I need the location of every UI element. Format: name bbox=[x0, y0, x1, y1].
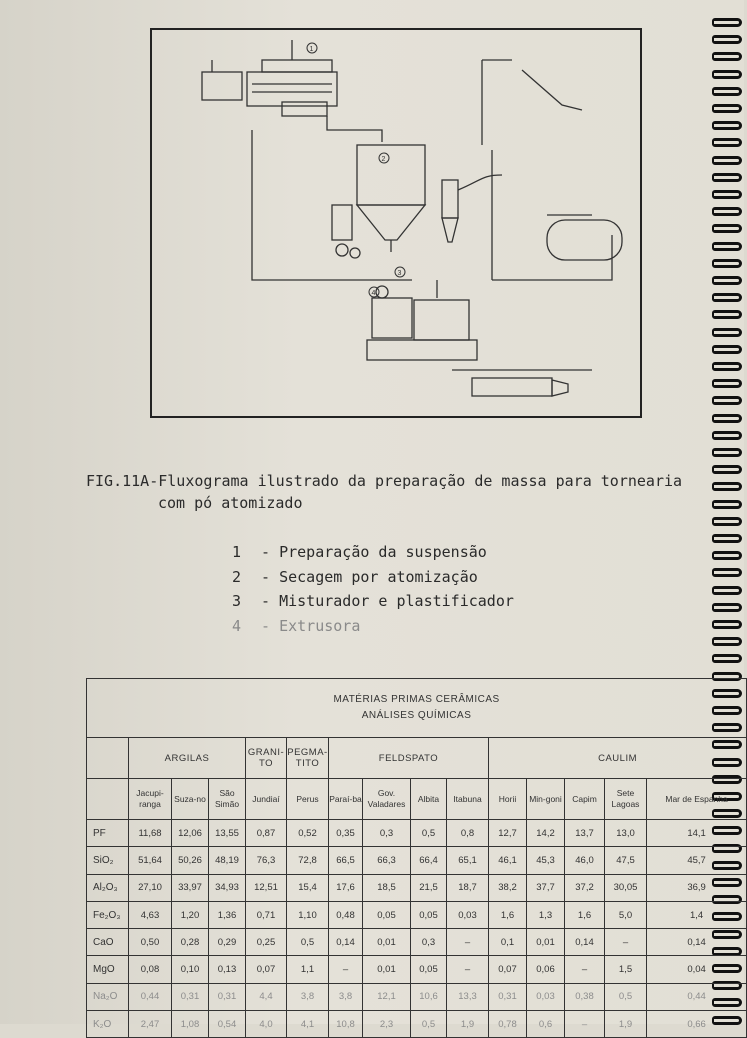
mixer-housing bbox=[262, 60, 332, 72]
binding-coil bbox=[712, 551, 742, 560]
table-group-header: CAULIM bbox=[489, 738, 747, 779]
table-cell: 0,44 bbox=[647, 983, 747, 1010]
table-cell: 0,31 bbox=[489, 983, 527, 1010]
table-cell: 0,04 bbox=[647, 956, 747, 983]
table-title: MATÉRIAS PRIMAS CERÂMICAS ANÁLISES QUÍMICAS bbox=[87, 679, 747, 738]
table-cell: 0,07 bbox=[489, 956, 527, 983]
table-row bbox=[87, 847, 747, 874]
table-cell: 0,10 bbox=[172, 956, 209, 983]
table-cell: 0,31 bbox=[172, 983, 209, 1010]
table-row bbox=[87, 929, 747, 956]
table-cell: 2,47 bbox=[129, 1011, 172, 1038]
table-cell: 0,25 bbox=[246, 929, 287, 956]
binding-coil bbox=[712, 207, 742, 216]
binding-coil bbox=[712, 242, 742, 251]
table-cell: – bbox=[447, 929, 489, 956]
binding-coil bbox=[712, 482, 742, 491]
table-cell: – bbox=[605, 929, 647, 956]
table-cell: 4,0 bbox=[246, 1011, 287, 1038]
legend-item: 2 - Secagem por atomização bbox=[232, 567, 478, 586]
table-cell: – bbox=[329, 956, 363, 983]
table-cell: 51,64 bbox=[129, 847, 172, 874]
binding-coil bbox=[712, 654, 742, 663]
table-column-header: Jacupi-ranga bbox=[129, 779, 172, 820]
table-cell: 0,14 bbox=[329, 929, 363, 956]
legend-item: 4 - Extrusora bbox=[232, 616, 361, 635]
table-cell: 0,05 bbox=[411, 956, 447, 983]
table-cell: – bbox=[447, 956, 489, 983]
marker-2: 2 bbox=[381, 156, 386, 163]
table-cell: 13,7 bbox=[565, 820, 605, 847]
table-cell: – bbox=[565, 956, 605, 983]
binding-coil bbox=[712, 586, 742, 595]
dryer-cone bbox=[357, 205, 425, 240]
table-cell: 1,20 bbox=[172, 901, 209, 928]
table-column-header: Min-goni bbox=[527, 779, 565, 820]
binding-coil bbox=[712, 52, 742, 61]
binding-coil bbox=[712, 328, 742, 337]
table-column-header: Paraí-ba bbox=[329, 779, 363, 820]
binding-coil bbox=[712, 500, 742, 509]
table-cell: 0,07 bbox=[246, 956, 287, 983]
table-cell: 5,0 bbox=[605, 901, 647, 928]
binding-coil bbox=[712, 637, 742, 646]
table-cell: 0,35 bbox=[329, 820, 363, 847]
table-cell: 14,2 bbox=[527, 820, 565, 847]
row-label: Na₂O bbox=[87, 983, 129, 1010]
table-cell: 0,5 bbox=[605, 983, 647, 1010]
table-cell: 0,5 bbox=[411, 1011, 447, 1038]
table-cell: 0,01 bbox=[363, 929, 411, 956]
table-cell: 0,48 bbox=[329, 901, 363, 928]
figure-label: FIG.11A- bbox=[86, 472, 159, 490]
binding-coil bbox=[712, 70, 742, 79]
binding-coil bbox=[712, 517, 742, 526]
table-cell: 17,6 bbox=[329, 874, 363, 901]
row-label: K₂O bbox=[87, 1011, 129, 1038]
table-cell: 10,8 bbox=[329, 1011, 363, 1038]
marker-4: 4 bbox=[371, 290, 376, 297]
table-cell: 0,05 bbox=[363, 901, 411, 928]
table-cell: 12,06 bbox=[172, 820, 209, 847]
table-cell: 0,01 bbox=[527, 929, 565, 956]
table-cell: 0,08 bbox=[129, 956, 172, 983]
table-cell: 1,08 bbox=[172, 1011, 209, 1038]
table-cell: 0,13 bbox=[209, 956, 246, 983]
row-label: Fe₂O₃ bbox=[87, 901, 129, 928]
table-column-header: Perus bbox=[287, 779, 329, 820]
table-cell: 34,93 bbox=[209, 874, 246, 901]
table-cell: 0,71 bbox=[246, 901, 287, 928]
table-cell: 14,1 bbox=[647, 820, 747, 847]
table-cell: 0,44 bbox=[129, 983, 172, 1010]
table-cell: 0,5 bbox=[411, 820, 447, 847]
table-cell: – bbox=[565, 1011, 605, 1038]
binding-coil bbox=[712, 362, 742, 371]
table-cell: 45,3 bbox=[527, 847, 565, 874]
legend-item: 3 - Misturador e plastificador bbox=[232, 592, 514, 610]
table-cell: 37,7 bbox=[527, 874, 565, 901]
marker-1: 1 bbox=[309, 46, 314, 53]
row-label: CaO bbox=[87, 929, 129, 956]
table-cell: 0,28 bbox=[172, 929, 209, 956]
chemical-analysis-table bbox=[86, 678, 728, 1030]
table-group-header: PEGMA-TITO bbox=[287, 738, 329, 779]
table-cell: 0,06 bbox=[527, 956, 565, 983]
table-column-header: Itabuna bbox=[447, 779, 489, 820]
binding-coil bbox=[712, 276, 742, 285]
binding-coil bbox=[712, 293, 742, 302]
table-column-header: Capim bbox=[565, 779, 605, 820]
binding-coil bbox=[712, 156, 742, 165]
table-group-header: ARGILAS bbox=[129, 738, 246, 779]
flowchart-figure bbox=[150, 28, 642, 418]
table-cell: 36,9 bbox=[647, 874, 747, 901]
table-cell: 47,5 bbox=[605, 847, 647, 874]
storage-silo bbox=[547, 220, 622, 260]
table-group-header: FELDSPATO bbox=[329, 738, 489, 779]
table-cell: 18,5 bbox=[363, 874, 411, 901]
table-row bbox=[87, 983, 747, 1010]
table-cell: 48,19 bbox=[209, 847, 246, 874]
tank-2 bbox=[247, 72, 337, 106]
table-cell: 1,1 bbox=[287, 956, 329, 983]
table-column-header: Mar de Espanha bbox=[647, 779, 747, 820]
table-cell: 1,4 bbox=[647, 901, 747, 928]
table-cell: 0,3 bbox=[363, 820, 411, 847]
table-cell: 0,8 bbox=[447, 820, 489, 847]
table-cell: 4,63 bbox=[129, 901, 172, 928]
binding-coil bbox=[712, 104, 742, 113]
table-cell: 0,29 bbox=[209, 929, 246, 956]
binding-coil bbox=[712, 121, 742, 130]
table-cell: 66,5 bbox=[329, 847, 363, 874]
table-cell: 0,6 bbox=[527, 1011, 565, 1038]
figure-title: Fluxograma ilustrado da preparação de massa para tornearia bbox=[158, 472, 683, 490]
table-cell: 0,05 bbox=[411, 901, 447, 928]
table-cell: 33,97 bbox=[172, 874, 209, 901]
spray-dryer bbox=[357, 145, 425, 205]
binding-coil bbox=[712, 448, 742, 457]
figure-caption bbox=[86, 470, 696, 514]
table-column-header: Albita bbox=[411, 779, 447, 820]
table-cell: 13,0 bbox=[605, 820, 647, 847]
table-cell: 1,6 bbox=[489, 901, 527, 928]
binding-coil bbox=[712, 35, 742, 44]
binding-coil bbox=[712, 18, 742, 27]
fan-unit bbox=[332, 205, 352, 240]
table-cell: 2,3 bbox=[363, 1011, 411, 1038]
table-cell: 0,31 bbox=[209, 983, 246, 1010]
table-cell: 3,8 bbox=[287, 983, 329, 1010]
binding-coil bbox=[712, 603, 742, 612]
binding-coil bbox=[712, 431, 742, 440]
table-cell: 4,1 bbox=[287, 1011, 329, 1038]
table-cell: 30,05 bbox=[605, 874, 647, 901]
table-cell: 1,6 bbox=[565, 901, 605, 928]
table-column-header: Horii bbox=[489, 779, 527, 820]
table-cell: 0,14 bbox=[647, 929, 747, 956]
table-cell: 66,4 bbox=[411, 847, 447, 874]
table-cell: 1,10 bbox=[287, 901, 329, 928]
binding-coil bbox=[712, 190, 742, 199]
binding-coil bbox=[712, 345, 742, 354]
table-cell: 0,14 bbox=[565, 929, 605, 956]
table-cell: 18,7 bbox=[447, 874, 489, 901]
table-row bbox=[87, 1011, 747, 1038]
table-cell: 0,54 bbox=[209, 1011, 246, 1038]
table-cell: 76,3 bbox=[246, 847, 287, 874]
row-label: Al₂O₃ bbox=[87, 874, 129, 901]
table-cell: 13,55 bbox=[209, 820, 246, 847]
table-cell: 3,8 bbox=[329, 983, 363, 1010]
table-cell: 50,26 bbox=[172, 847, 209, 874]
table-cell: 0,3 bbox=[411, 929, 447, 956]
table-cell: 45,7 bbox=[647, 847, 747, 874]
binding-coil bbox=[712, 310, 742, 319]
binding-coil bbox=[712, 620, 742, 629]
table-cell: 0,52 bbox=[287, 820, 329, 847]
table-cell: 37,2 bbox=[565, 874, 605, 901]
binding-coil bbox=[712, 224, 742, 233]
table-cell: 21,5 bbox=[411, 874, 447, 901]
table-cell: 1,9 bbox=[605, 1011, 647, 1038]
table-row bbox=[87, 901, 747, 928]
table-cell: 1,3 bbox=[527, 901, 565, 928]
table-cell: 1,36 bbox=[209, 901, 246, 928]
table-cell: 0,1 bbox=[489, 929, 527, 956]
extruder bbox=[472, 378, 552, 396]
table-cell: 27,10 bbox=[129, 874, 172, 901]
table-cell: 46,1 bbox=[489, 847, 527, 874]
table-row bbox=[87, 874, 747, 901]
table-cell: 65,1 bbox=[447, 847, 489, 874]
binding-coil bbox=[712, 138, 742, 147]
binding-coil bbox=[712, 568, 742, 577]
figure-legend bbox=[232, 540, 514, 638]
binding-coil bbox=[712, 396, 742, 405]
table-row bbox=[87, 956, 747, 983]
table-cell: 13,3 bbox=[447, 983, 489, 1010]
table-cell: 12,7 bbox=[489, 820, 527, 847]
binding-coil bbox=[712, 173, 742, 182]
table-column-header: Gov. Valadares bbox=[363, 779, 411, 820]
table-cell: 0,5 bbox=[287, 929, 329, 956]
table-cell: 12,51 bbox=[246, 874, 287, 901]
table-cell: 1,5 bbox=[605, 956, 647, 983]
table-cell: 12,1 bbox=[363, 983, 411, 1010]
row-label: PF bbox=[87, 820, 129, 847]
table-cell: 0,03 bbox=[447, 901, 489, 928]
table-cell: 0,38 bbox=[565, 983, 605, 1010]
table-cell: 0,50 bbox=[129, 929, 172, 956]
table-cell: 15,4 bbox=[287, 874, 329, 901]
cyclone bbox=[442, 180, 458, 218]
table-cell: 4,4 bbox=[246, 983, 287, 1010]
table-cell: 0,78 bbox=[489, 1011, 527, 1038]
table-cell: 10,6 bbox=[411, 983, 447, 1010]
binding-coil bbox=[712, 414, 742, 423]
table-column-header: São Simão bbox=[209, 779, 246, 820]
row-label: SiO₂ bbox=[87, 847, 129, 874]
table-row bbox=[87, 820, 747, 847]
table-column-header: Jundiaí bbox=[246, 779, 287, 820]
figure-title-line2: com pó atomizado bbox=[158, 494, 303, 512]
flowchart-diagram bbox=[152, 30, 640, 416]
table-cell: 38,2 bbox=[489, 874, 527, 901]
binding-coil bbox=[712, 259, 742, 268]
binding-coil bbox=[712, 87, 742, 96]
table-cell: 0,87 bbox=[246, 820, 287, 847]
table-cell: 0,01 bbox=[363, 956, 411, 983]
table-column-header: Sete Lagoas bbox=[605, 779, 647, 820]
binding-coil bbox=[712, 534, 742, 543]
table-cell: 0,03 bbox=[527, 983, 565, 1010]
plastifier-mixer bbox=[372, 298, 412, 338]
table-cell: 72,8 bbox=[287, 847, 329, 874]
marker-3: 3 bbox=[397, 270, 402, 277]
table-cell: 66,3 bbox=[363, 847, 411, 874]
table-column-header: Suza-no bbox=[172, 779, 209, 820]
table-cell: 1,9 bbox=[447, 1011, 489, 1038]
table-cell: 11,68 bbox=[129, 820, 172, 847]
binding-coil bbox=[712, 465, 742, 474]
table-cell: 46,0 bbox=[565, 847, 605, 874]
tank-1 bbox=[202, 72, 242, 100]
row-label: MgO bbox=[87, 956, 129, 983]
table-group-header: GRANI-TO bbox=[246, 738, 287, 779]
binding-coil bbox=[712, 379, 742, 388]
legend-item: 1 - Preparação da suspensão bbox=[232, 543, 487, 561]
table-cell: 0,66 bbox=[647, 1011, 747, 1038]
